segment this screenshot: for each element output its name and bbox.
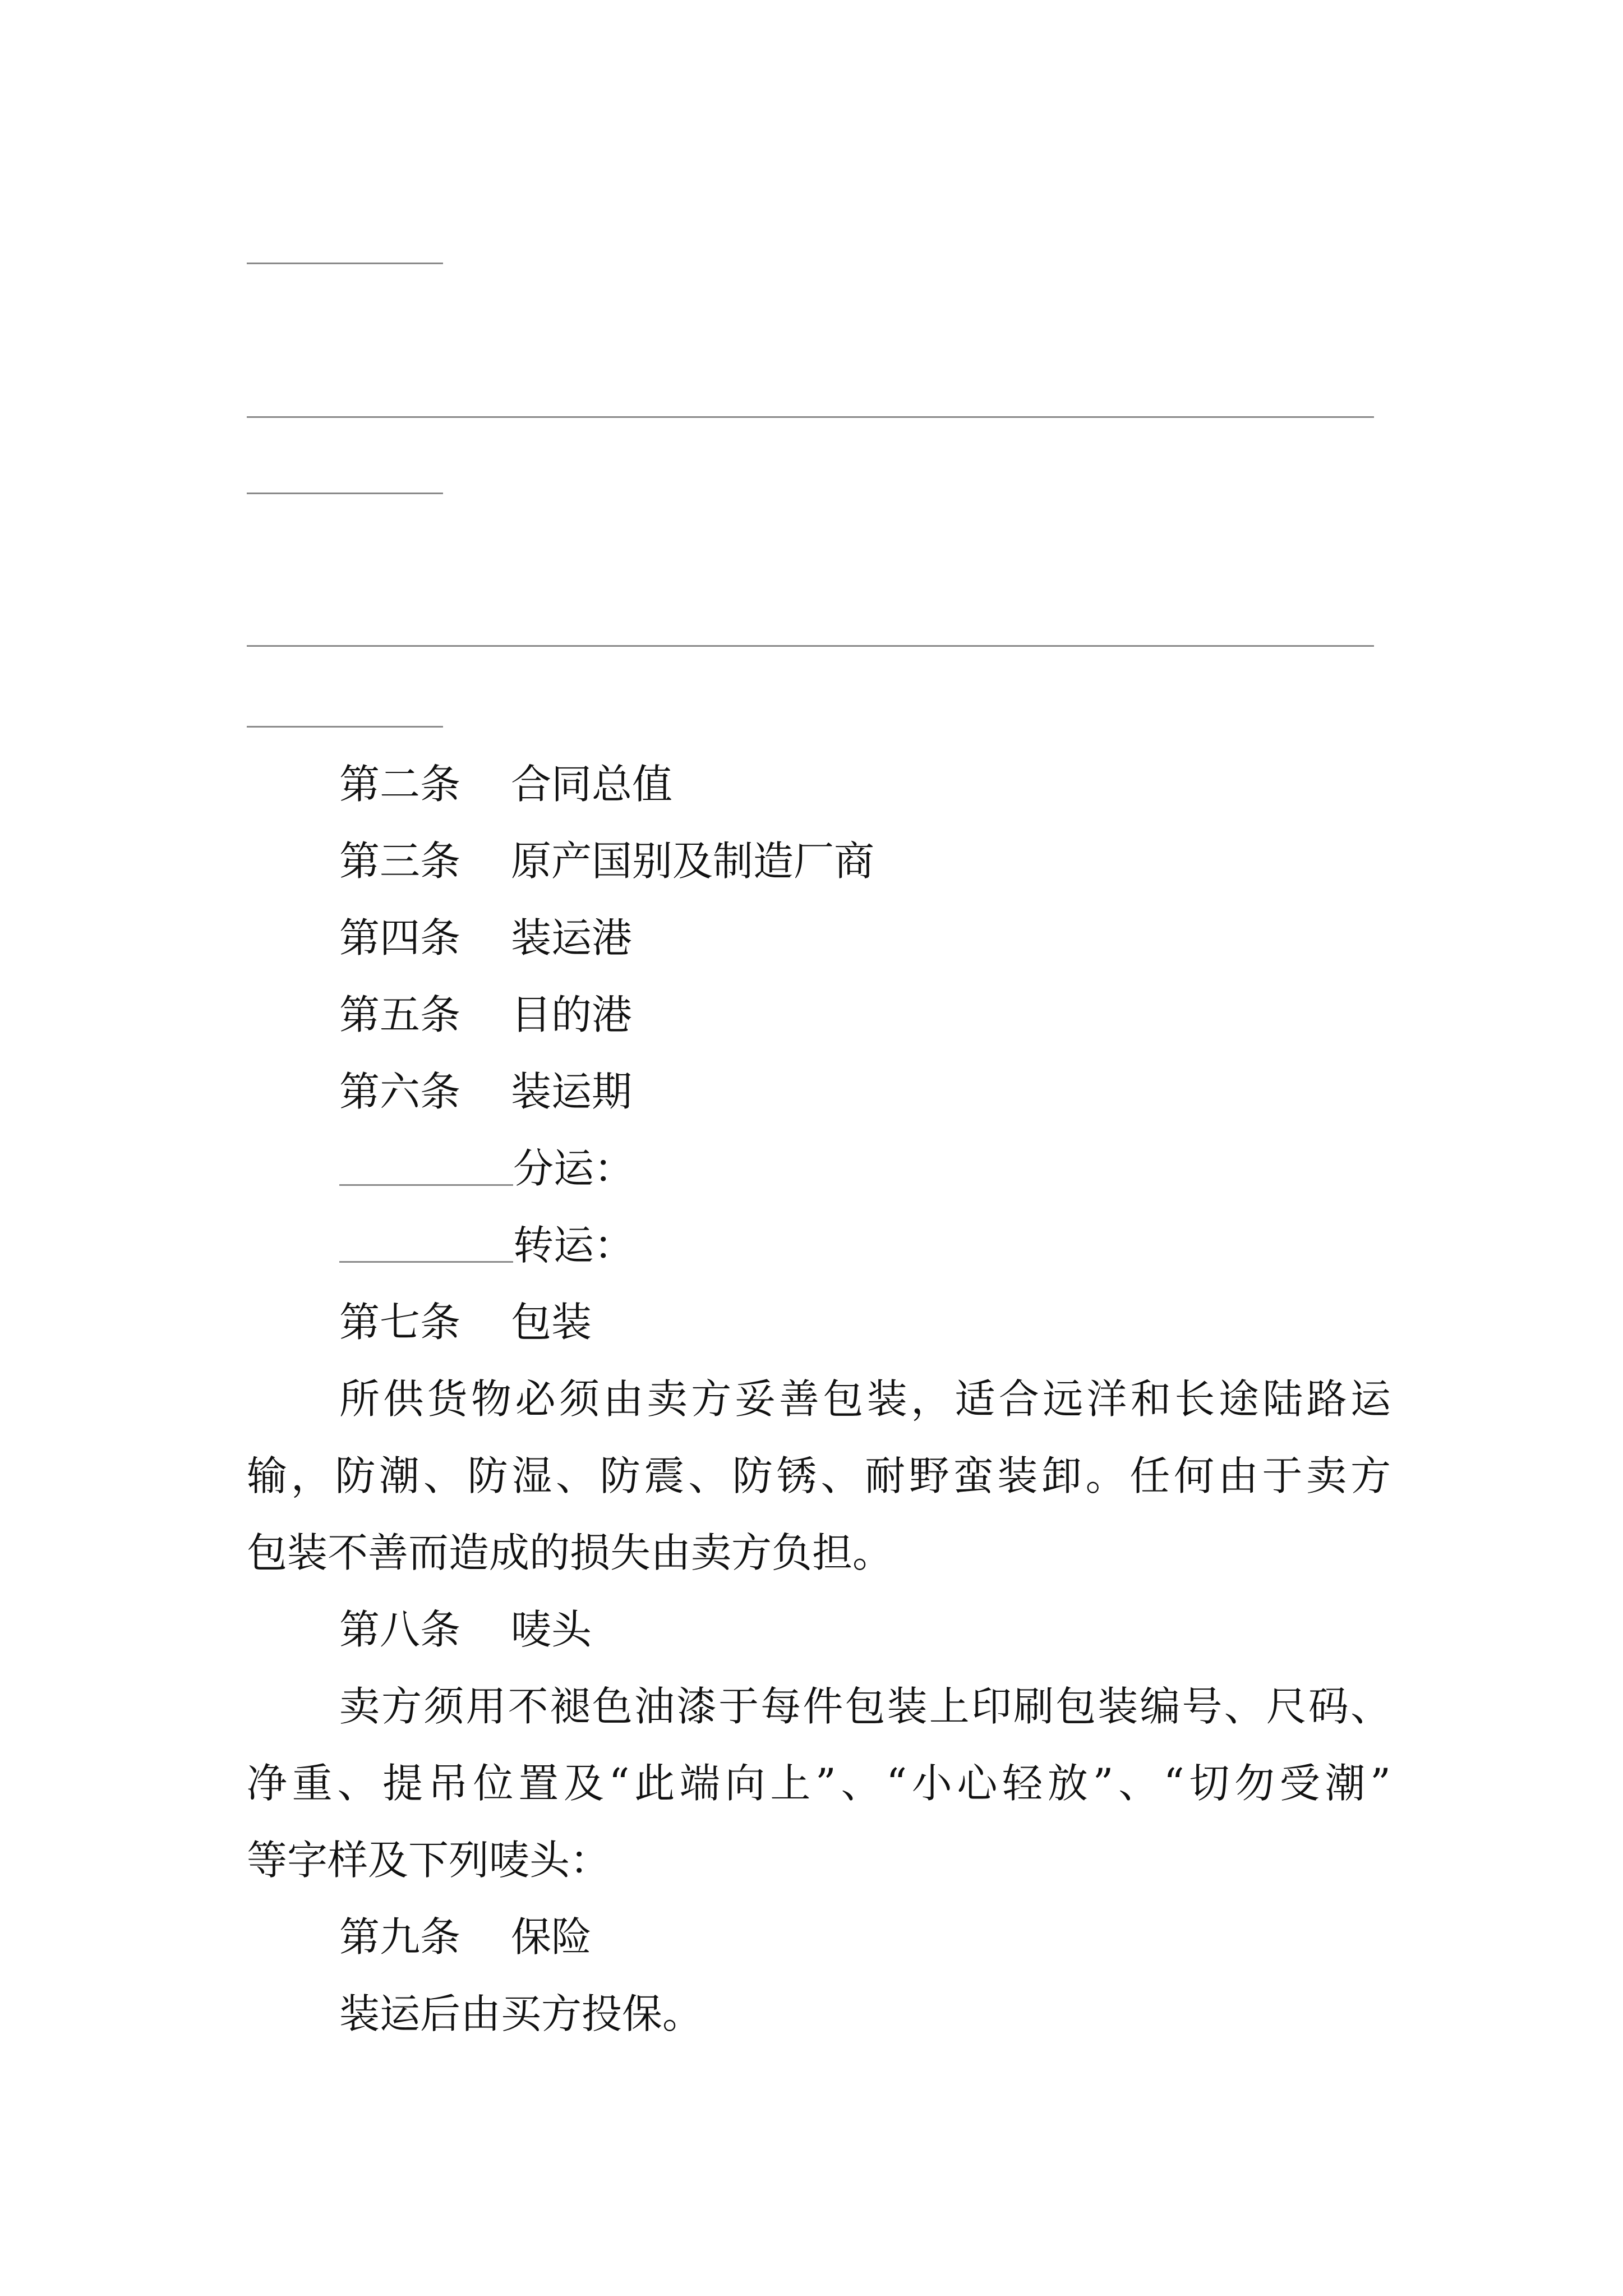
blank-rule-short [247, 493, 443, 494]
article-title: 包装 [511, 1299, 592, 1346]
article-title: 装运港 [511, 914, 633, 961]
article-5-heading [247, 977, 1391, 1053]
packing-paragraph-line-3: 包装不善而造成的损失由卖方负担。 [247, 1529, 893, 1576]
article-number: 第二条 [339, 761, 461, 808]
marks-paragraph-line-1: 卖方须用不褪色油漆于每件包装上印刷包装编号、尺码、 [339, 1683, 1391, 1730]
marks-paragraph-line-2: 净重、提吊位置及“此端向上”、“小心轻放”、“切勿受潮” [247, 1760, 1391, 1807]
article-title: 目的港 [511, 991, 633, 1038]
article-6-heading [247, 1053, 1391, 1130]
article-number: 第七条 [339, 1299, 461, 1346]
article-number: 第六条 [339, 1068, 461, 1115]
article-title: 合同总值 [511, 761, 673, 808]
packing-paragraph-line-1: 所供货物必须由卖方妥善包装，适合远洋和长途陆路运 [339, 1375, 1391, 1423]
marks-paragraph-line-3: 等字样及下列唛头： [247, 1837, 611, 1884]
article-8-heading [247, 1591, 1391, 1668]
article-number: 第八条 [339, 1606, 461, 1653]
insurance-paragraph-line-1: 装运后由买方投保。 [339, 1990, 703, 2037]
packing-paragraph-line-2: 输，防潮、防湿、防震、防锈、耐野蛮装卸。任何由于卖方 [247, 1452, 1391, 1499]
blank-rule-short [247, 726, 443, 728]
article-7-heading [247, 1284, 1391, 1361]
partial-shipment-line [247, 1130, 1391, 1207]
article-title: 保险 [511, 1913, 592, 1961]
article-title: 唛头 [511, 1606, 592, 1653]
article-number: 第三条 [339, 838, 461, 885]
article-title: 原产国别及制造厂商 [511, 838, 875, 885]
article-4-heading [247, 900, 1391, 977]
transshipment-line [247, 1207, 1391, 1284]
blank-rule-long [247, 645, 1374, 647]
article-9-heading [247, 1899, 1391, 1976]
fill-in-blank [339, 1221, 513, 1263]
blank-rule-short [247, 263, 443, 264]
blank-rule-long [247, 416, 1374, 418]
partial-shipment-label: 分运： [513, 1145, 635, 1192]
article-number: 第九条 [339, 1913, 461, 1961]
fill-in-blank [339, 1144, 513, 1186]
article-title: 装运期 [511, 1068, 633, 1115]
transshipment-label: 转运： [513, 1222, 635, 1269]
article-3-heading [247, 823, 1391, 900]
article-2-heading [247, 746, 1391, 823]
article-number: 第四条 [339, 914, 461, 961]
article-number: 第五条 [339, 991, 461, 1038]
